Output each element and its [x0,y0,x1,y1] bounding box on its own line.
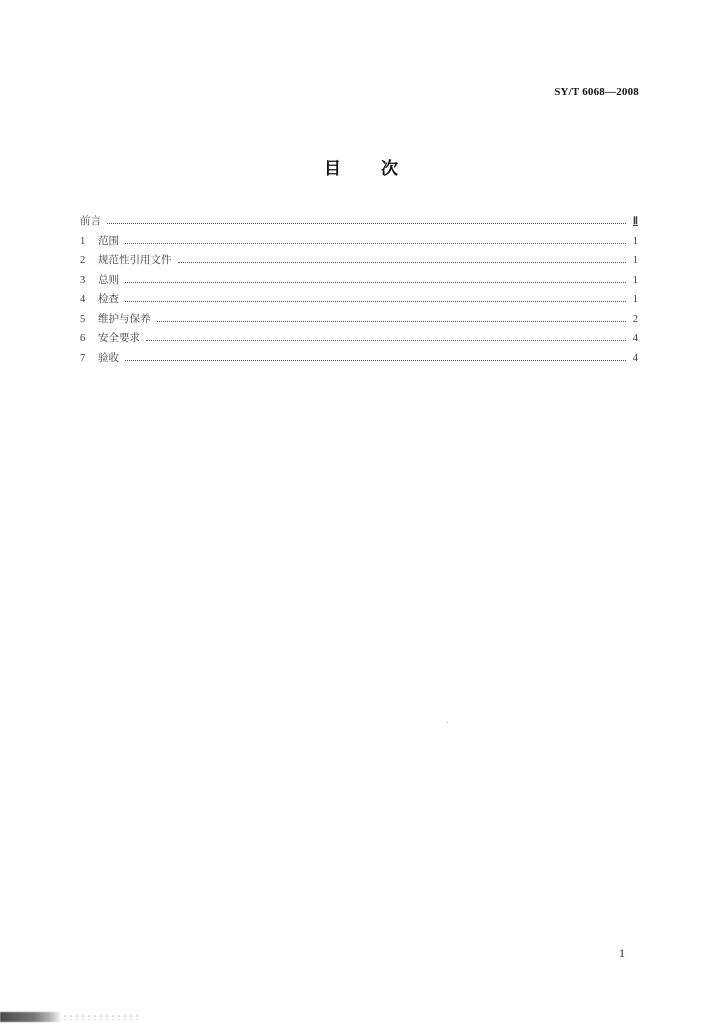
toc-entry-number: 4 [80,294,86,305]
toc-leader-dots [157,321,627,322]
toc-leader-dots [107,223,626,224]
page-number: 1 [619,946,625,960]
toc-entry-label: 范围 [98,234,119,247]
toc-entry-label: 安全要求 [98,332,140,344]
toc-entry-label: 前言 [80,215,101,227]
toc-entry-number: 3 [80,274,86,286]
toc-entry-page: 1 [632,255,638,266]
toc-entry-6[interactable] [80,330,638,350]
toc-title [0,154,722,179]
toc-entry-2[interactable] [80,252,638,272]
scan-artifact-speckle [62,1014,140,1020]
toc-entry-7[interactable] [80,350,638,370]
toc-list [80,213,638,369]
toc-entry-page: 1 [632,294,638,305]
toc-entry-label: 规范性引用文件 [98,254,172,266]
scan-artifact-dark [0,1012,62,1022]
toc-entry-label: 验收 [98,351,119,364]
toc-entry-foreword[interactable] [80,213,638,233]
toc-leader-dots [125,301,626,302]
toc-leader-dots [125,282,626,283]
toc-entry-page: 2 [632,313,638,325]
toc-entry-5[interactable] [80,311,638,331]
toc-title-char-1: 目 [324,159,341,179]
toc-entry-number: 2 [80,255,86,266]
toc-entry-number: 7 [80,352,86,364]
scan-speck [447,722,448,723]
toc-entry-label: 总则 [98,273,119,286]
toc-entry-3[interactable] [80,272,638,292]
toc-entry-label: 维护与保养 [98,312,151,325]
toc-leader-dots [146,340,626,341]
standard-code: SY/T 6068—2008 [554,86,639,98]
toc-entry-4[interactable] [80,291,638,311]
toc-entry-page: 4 [632,352,638,364]
toc-leader-dots [178,262,627,263]
toc-entry-page: 1 [632,274,638,286]
toc-entry-page: Ⅱ [632,216,638,227]
toc-entry-1[interactable] [80,233,638,253]
toc-entry-page: 4 [632,333,638,344]
toc-entry-number: 1 [80,235,86,247]
toc-title-char-2: 次 [381,159,398,179]
toc-entry-number: 5 [80,313,86,325]
scan-artifact [0,1009,140,1024]
toc-entry-number: 6 [80,333,86,344]
toc-entry-label: 检查 [98,293,119,305]
toc-entry-page: 1 [632,235,638,247]
toc-leader-dots [125,243,626,244]
toc-leader-dots [125,360,626,361]
